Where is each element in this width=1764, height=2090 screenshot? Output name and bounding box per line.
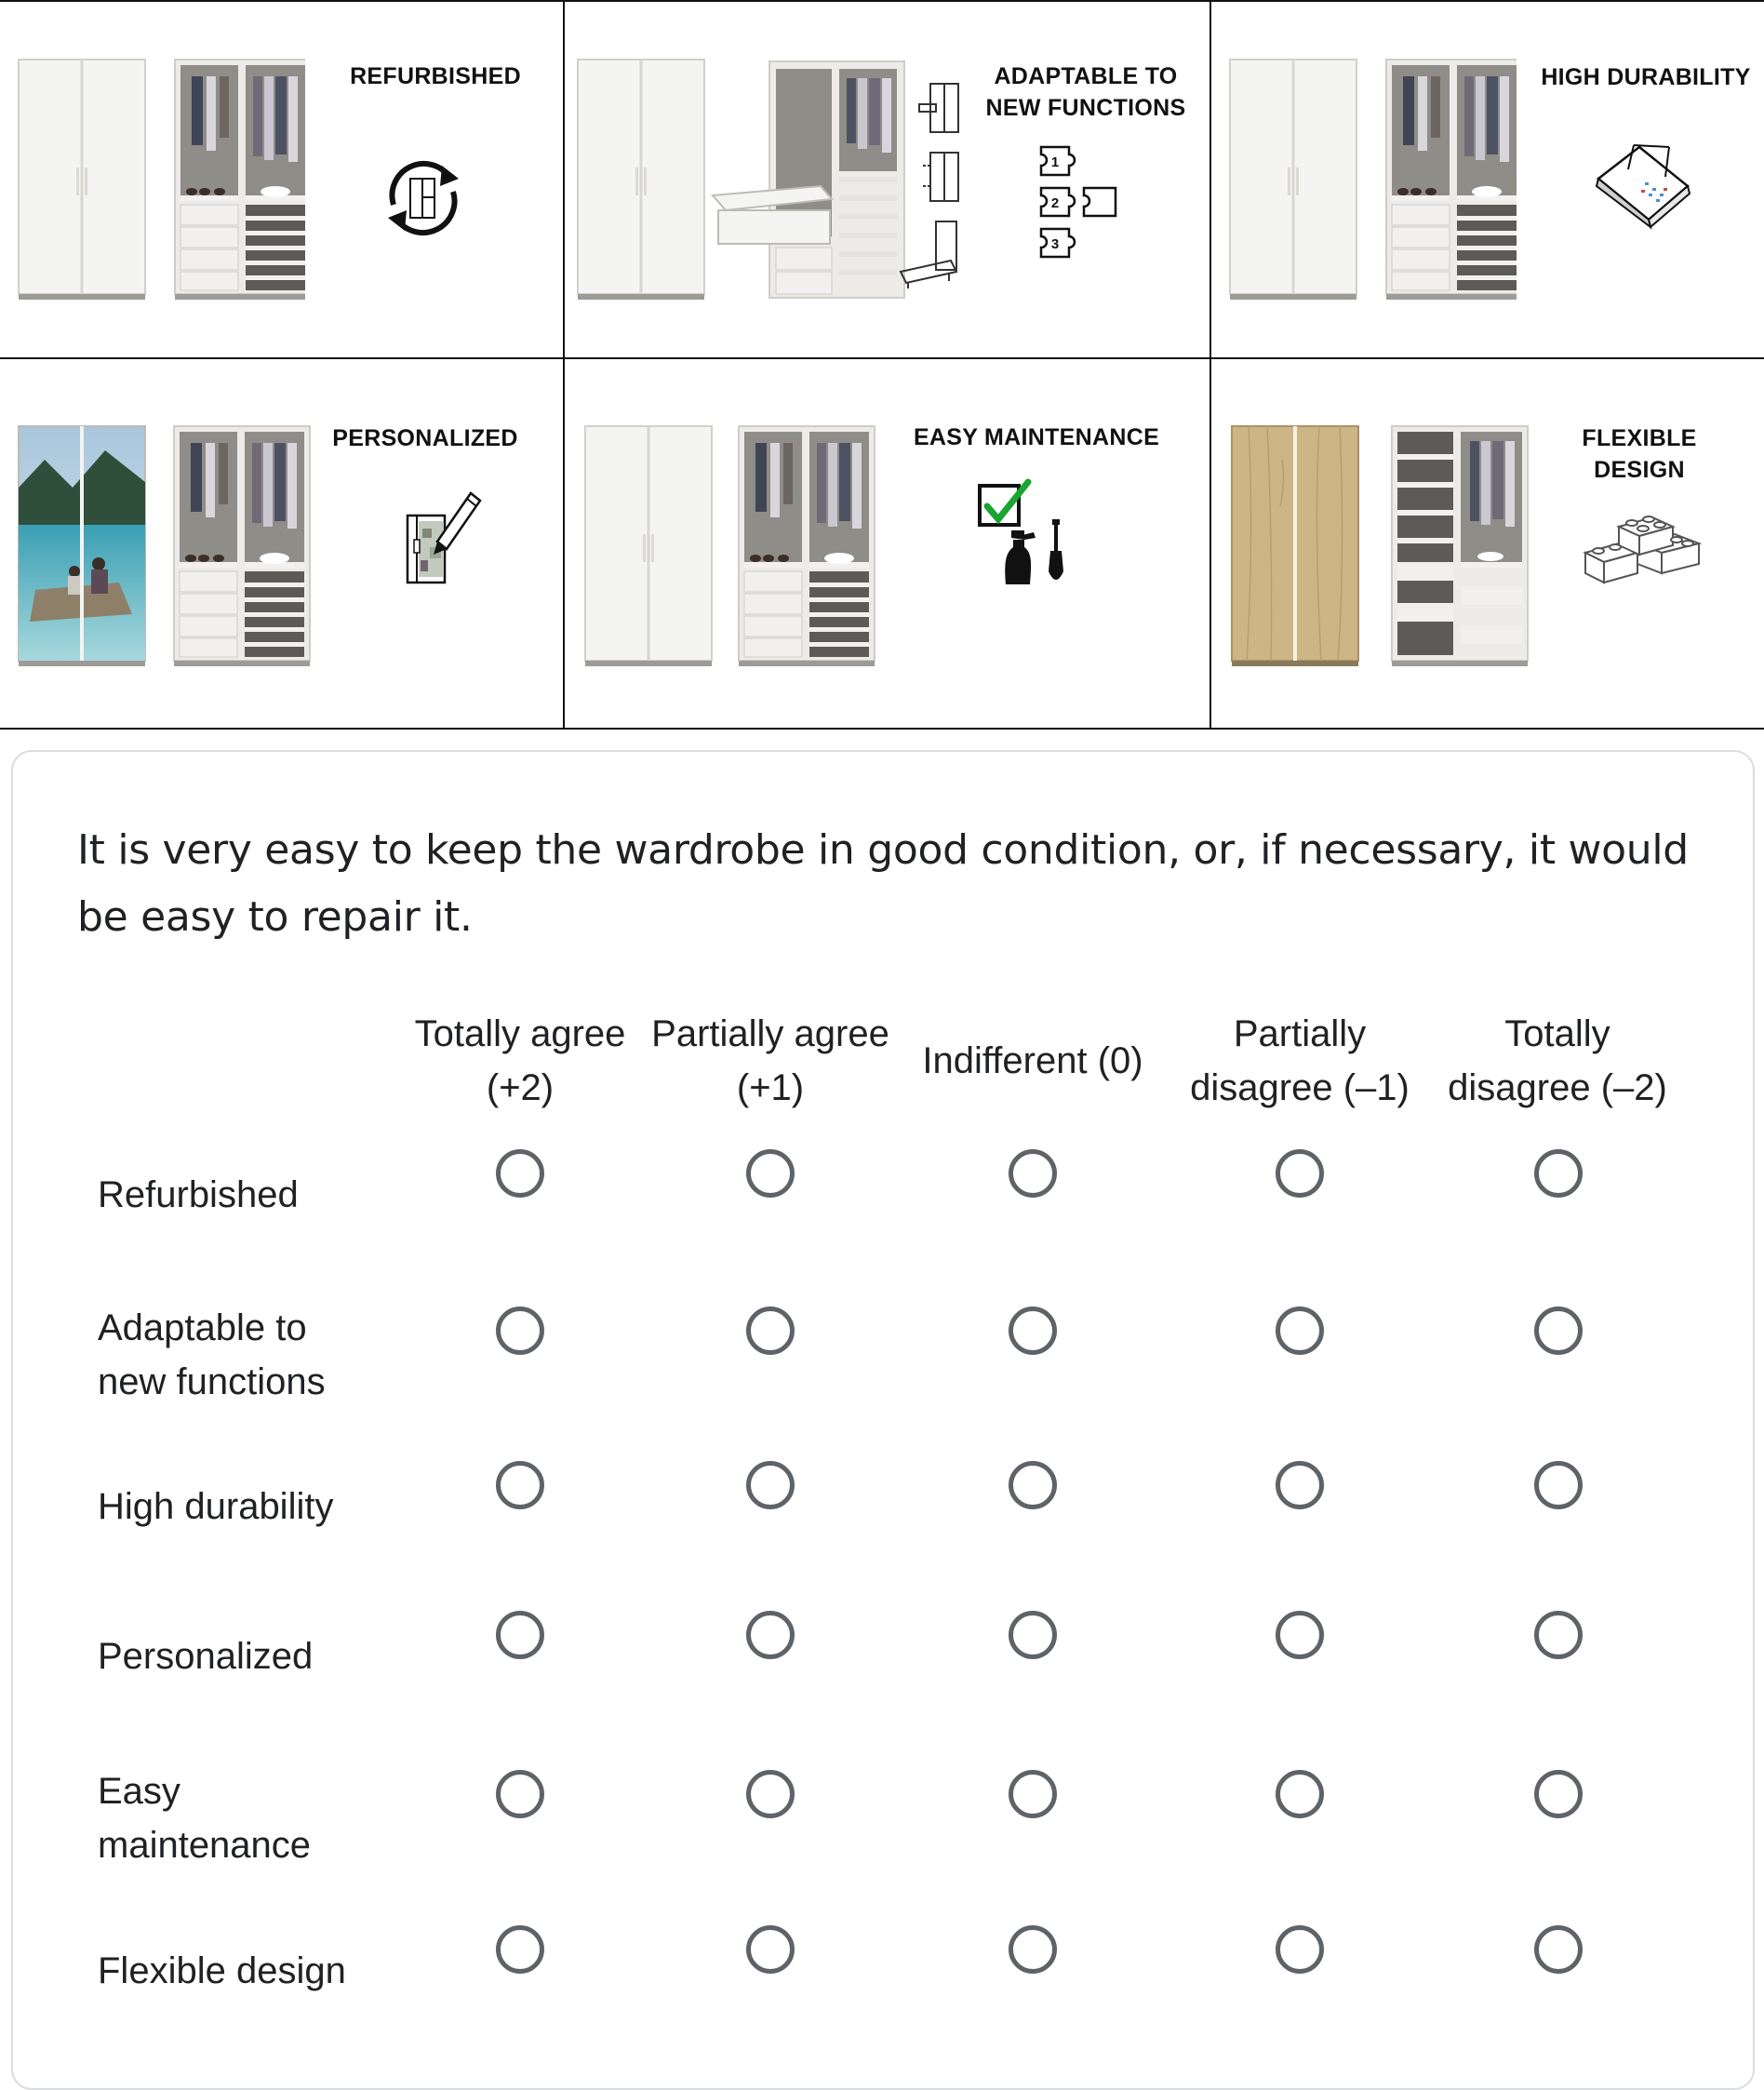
puzzle-number-1: 1 <box>1050 154 1060 170</box>
wardrobe-image-white <box>17 56 305 307</box>
row-label-easy-maintenance: Easy maintenance <box>98 1771 312 1866</box>
wardrobe-image-white-2 <box>1228 56 1517 307</box>
feature-cell-durability <box>1211 0 1764 359</box>
radio-easy-maintenance-indifferent-0[interactable] <box>1009 1770 1057 1818</box>
question-text: It is very easy to keep the wardrobe in good condition, or, if necessary, it would be easy to repair it. <box>77 826 1689 941</box>
wardrobe-doors-photo-image <box>17 422 147 674</box>
radio-personalized-indifferent-0[interactable] <box>1009 1611 1057 1659</box>
radio-high-durability-indifferent-0[interactable] <box>1009 1461 1057 1509</box>
wardrobe-interior-image <box>172 422 312 674</box>
column-header-indifferent: Indifferent (0) <box>922 1040 1143 1081</box>
wardrobe-wood-doors-image <box>1230 422 1360 674</box>
feature-title-refurbished: REFURBISHED <box>350 63 521 89</box>
row-label-personalized: Personalized <box>98 1636 314 1677</box>
wardrobe-open-desk-image <box>709 56 923 307</box>
radio-refurbished-totally-agree-2[interactable] <box>496 1149 544 1198</box>
feature-cell-adaptable <box>565 0 1211 359</box>
row-label-refurbished: Refurbished <box>98 1174 299 1215</box>
radio-easy-maintenance-totally-agree-2[interactable] <box>496 1770 544 1818</box>
feature-cell-refurbished <box>0 0 565 359</box>
radio-flexible-design-partially-disagree-1[interactable] <box>1276 1925 1324 1974</box>
radio-adaptable-to-new-functions-partially-disagree-1[interactable] <box>1276 1306 1324 1355</box>
feature-title-maintenance: EASY MAINTENANCE <box>913 424 1160 450</box>
radio-high-durability-totally-disagree-2[interactable] <box>1534 1461 1583 1509</box>
survey-card <box>11 750 1755 2090</box>
radio-adaptable-to-new-functions-totally-disagree-2[interactable] <box>1534 1306 1583 1355</box>
wardrobe-doors-image <box>576 56 714 307</box>
feature-cell-maintenance <box>565 357 1211 730</box>
row-label-flexible-design: Flexible design <box>98 1950 346 1991</box>
column-header-totally-agree: Totally agree (+2) <box>414 1013 626 1108</box>
column-header-partially-disagree: Partially disagree (–1) <box>1190 1013 1410 1108</box>
feature-title-adaptable: ADAPTABLE TO NEW FUNCTIONS <box>985 63 1186 121</box>
row-label-high-durability: High durability <box>98 1486 334 1527</box>
radio-flexible-design-totally-agree-2[interactable] <box>496 1925 544 1974</box>
wardrobe-interior-image-2 <box>737 422 876 674</box>
radio-personalized-partially-disagree-1[interactable] <box>1276 1611 1324 1659</box>
radio-personalized-totally-disagree-2[interactable] <box>1534 1611 1583 1659</box>
column-header-totally-disagree: Totally disagree (–2) <box>1448 1013 1667 1108</box>
radio-easy-maintenance-totally-disagree-2[interactable] <box>1534 1770 1583 1818</box>
feature-grid <box>0 0 1764 730</box>
feature-cell-flexible <box>1211 357 1764 730</box>
radio-refurbished-indifferent-0[interactable] <box>1009 1149 1057 1198</box>
radio-easy-maintenance-partially-disagree-1[interactable] <box>1276 1770 1324 1818</box>
radio-personalized-totally-agree-2[interactable] <box>496 1611 544 1659</box>
radio-easy-maintenance-partially-agree-1[interactable] <box>746 1770 795 1818</box>
wardrobe-doors-image-2 <box>583 422 721 674</box>
radio-refurbished-totally-disagree-2[interactable] <box>1534 1149 1583 1198</box>
building-blocks-icon <box>1582 506 1712 586</box>
radio-flexible-design-indifferent-0[interactable] <box>1009 1925 1057 1974</box>
radio-refurbished-partially-agree-1[interactable] <box>746 1149 795 1198</box>
feature-title-durability: HIGH DURABILITY <box>1541 64 1751 90</box>
radio-flexible-design-partially-agree-1[interactable] <box>746 1925 795 1974</box>
check-repair-tools-icon <box>974 478 1076 588</box>
radio-high-durability-partially-disagree-1[interactable] <box>1276 1461 1324 1509</box>
wardrobe-interior-flexible-image <box>1390 422 1530 674</box>
column-header-partially-agree: Partially agree (+1) <box>651 1013 889 1108</box>
radio-adaptable-to-new-functions-partially-agree-1[interactable] <box>746 1306 795 1355</box>
puzzle-number-3: 3 <box>1050 236 1060 252</box>
radio-refurbished-partially-disagree-1[interactable] <box>1276 1149 1324 1198</box>
feature-title-personalized: PERSONALIZED <box>332 425 518 451</box>
radio-personalized-partially-agree-1[interactable] <box>746 1611 795 1659</box>
radio-flexible-design-totally-disagree-2[interactable] <box>1534 1925 1583 1974</box>
puzzle-pieces-icon <box>1030 143 1132 264</box>
radio-adaptable-to-new-functions-totally-agree-2[interactable] <box>496 1306 544 1355</box>
feature-cell-personalized <box>0 357 565 730</box>
feature-title-flexible: FLEXIBLE DESIGN <box>1582 425 1697 483</box>
radio-adaptable-to-new-functions-indifferent-0[interactable] <box>1009 1306 1057 1355</box>
refurbish-cycle-icon <box>377 151 470 244</box>
radio-high-durability-totally-agree-2[interactable] <box>496 1461 544 1509</box>
calendar-book-icon <box>1591 141 1695 238</box>
radio-high-durability-partially-agree-1[interactable] <box>746 1461 795 1509</box>
puzzle-number-2: 2 <box>1050 195 1060 211</box>
customize-pencil-icon <box>400 480 484 587</box>
row-label-adaptable-to-new-functions: Adaptable to new functions <box>98 1307 326 1402</box>
